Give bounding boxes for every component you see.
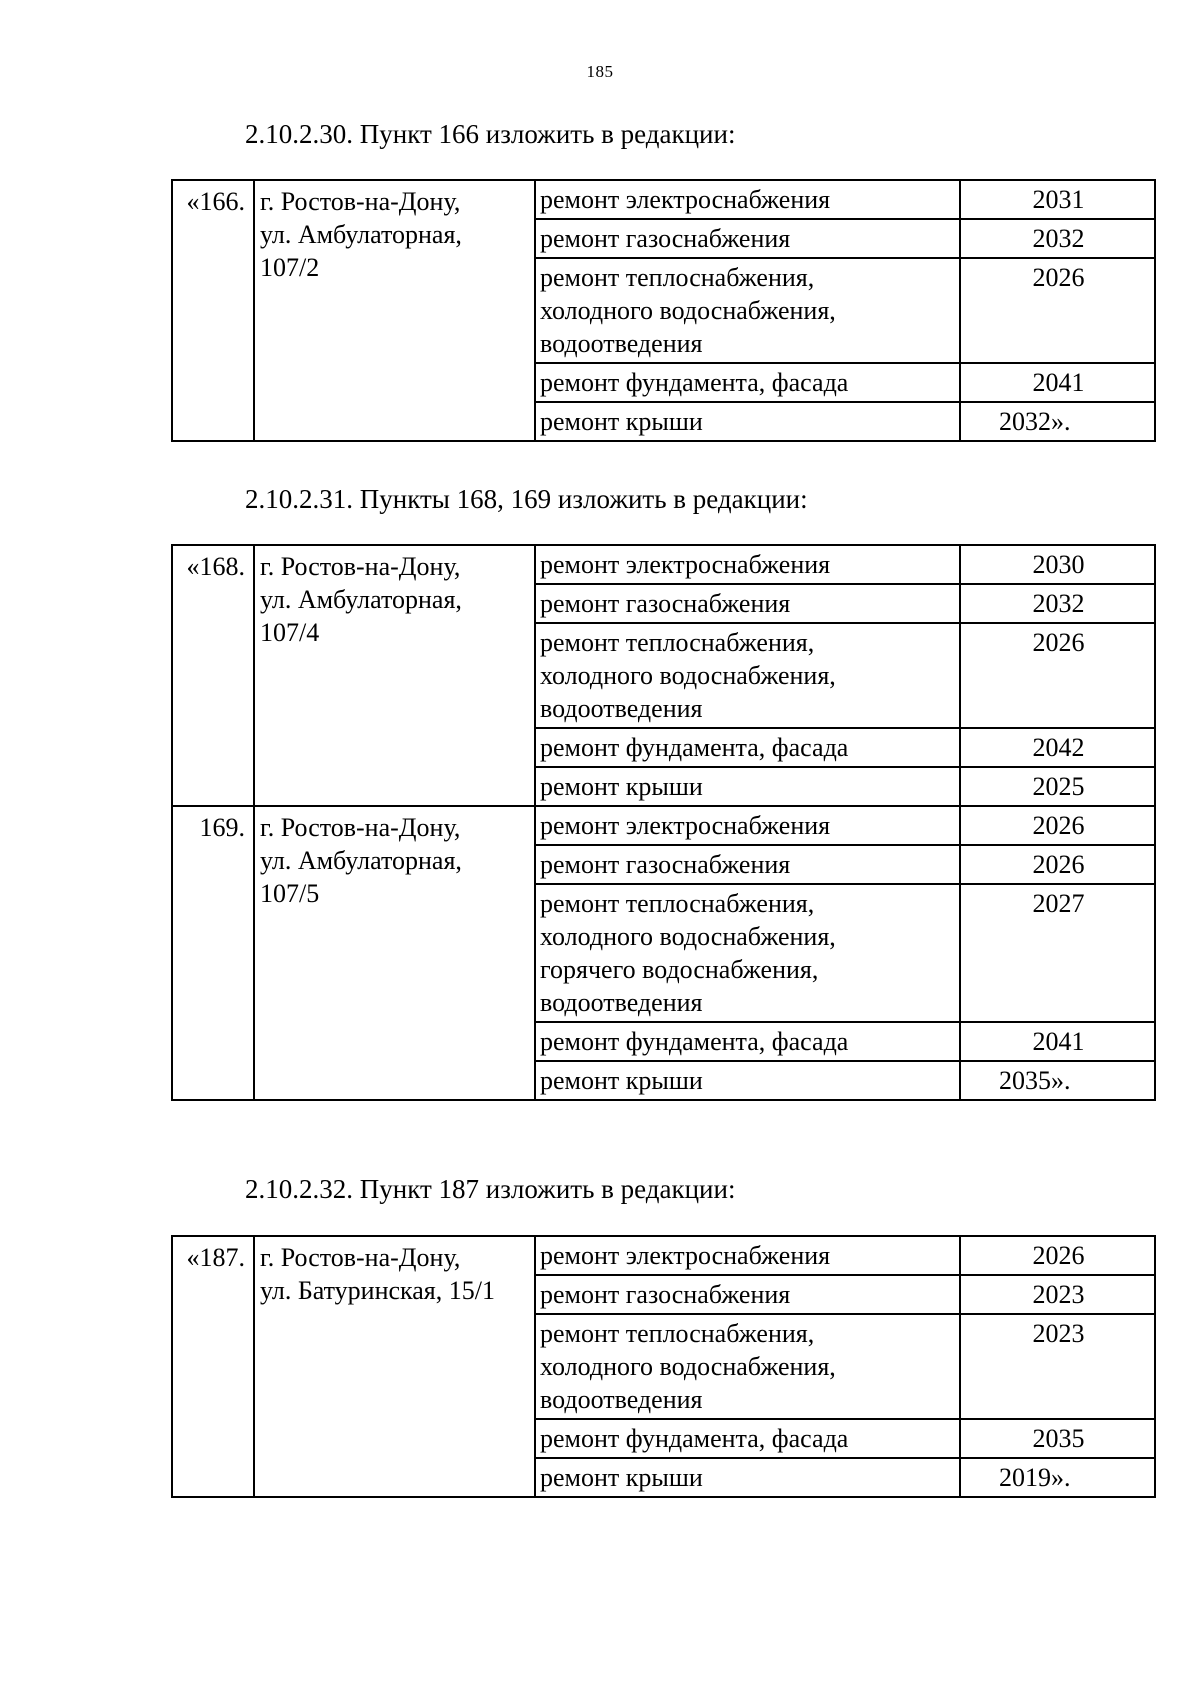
item-number: 169. (172, 806, 254, 1100)
work-type (535, 623, 960, 728)
work-type-line: ремонт электроснабжения (540, 185, 831, 214)
section-heading-2-10-2-32: 2.10.2.32. Пункт 187 изложить в редакции: (245, 1174, 736, 1204)
work-type-line: ремонт фундамента, фасада (540, 1424, 849, 1453)
work-type-line: холодного водоснабжения, (540, 661, 836, 690)
table-row (172, 1236, 1155, 1275)
address-line: ул. Батуринская, 15/1 (260, 1276, 495, 1305)
work-type-line: водоотведения (540, 694, 703, 723)
work-type-line: ремонт фундамента, фасада (540, 733, 849, 762)
planned-year: 2023 (960, 1314, 1155, 1419)
work-type (535, 219, 960, 258)
address-line: 107/5 (260, 879, 320, 908)
planned-year: 2042 (960, 728, 1155, 767)
planned-year: 2041 (960, 1022, 1155, 1061)
work-type-line: ремонт теплоснабжения, (540, 628, 815, 657)
planned-year: 2027 (960, 884, 1155, 1022)
work-type-line: водоотведения (540, 988, 703, 1017)
planned-year: 2032 (960, 584, 1155, 623)
page-number: 185 (586, 62, 614, 81)
amendment-table-item-187 (171, 1235, 1156, 1498)
work-type-line: ремонт газоснабжения (540, 850, 791, 879)
address-line: ул. Амбулаторная, (260, 220, 462, 249)
work-type-line: ремонт газоснабжения (540, 224, 791, 253)
address-line: ул. Амбулаторная, (260, 846, 462, 875)
section-heading-2-10-2-31: 2.10.2.31. Пункты 168, 169 изложить в редакции: (245, 484, 808, 514)
planned-year: 2026 (960, 845, 1155, 884)
work-type (535, 845, 960, 884)
work-type (535, 767, 960, 806)
work-type (535, 884, 960, 1022)
planned-year: 2026 (960, 806, 1155, 845)
planned-year: 2026 (960, 1236, 1155, 1275)
work-type-line: ремонт фундамента, фасада (540, 368, 849, 397)
item-number: «187. (172, 1236, 254, 1497)
item-address (254, 806, 535, 1100)
address-line: 107/4 (260, 618, 320, 647)
work-type-line: холодного водоснабжения, (540, 1352, 836, 1381)
item-address (254, 1236, 535, 1497)
table-row (172, 806, 1155, 845)
work-type (535, 806, 960, 845)
work-type-line: водоотведения (540, 1385, 703, 1414)
work-type-line: ремонт крыши (540, 1066, 703, 1095)
section-heading-2-10-2-30: 2.10.2.30. Пункт 166 изложить в редакции: (245, 119, 736, 149)
work-type-line: ремонт газоснабжения (540, 589, 791, 618)
work-type-line: ремонт крыши (540, 1463, 703, 1492)
planned-year: 2041 (960, 363, 1155, 402)
planned-year: 2023 (960, 1275, 1155, 1314)
planned-year: 2019». (960, 1458, 1155, 1497)
address-line: г. Ростов-на-Дону, (260, 552, 461, 581)
work-type-line: ремонт теплоснабжения, (540, 1319, 815, 1348)
work-type (535, 545, 960, 584)
work-type (535, 258, 960, 363)
planned-year: 2035 (960, 1419, 1155, 1458)
planned-year: 2030 (960, 545, 1155, 584)
planned-year: 2031 (960, 180, 1155, 219)
work-type (535, 1061, 960, 1100)
item-number: «168. (172, 545, 254, 806)
address-line: ул. Амбулаторная, (260, 585, 462, 614)
item-number: «166. (172, 180, 254, 441)
work-type (535, 1236, 960, 1275)
planned-year: 2032». (960, 402, 1155, 441)
planned-year: 2026 (960, 623, 1155, 728)
work-type-line: ремонт фундамента, фасада (540, 1027, 849, 1056)
work-type-line: ремонт электроснабжения (540, 1241, 831, 1270)
amendment-table-item-166 (171, 179, 1156, 442)
work-type-line: ремонт теплоснабжения, (540, 889, 815, 918)
work-type-line: ремонт электроснабжения (540, 811, 831, 840)
work-type (535, 180, 960, 219)
work-type (535, 728, 960, 767)
work-type-line: водоотведения (540, 329, 703, 358)
planned-year: 2025 (960, 767, 1155, 806)
address-line: 107/2 (260, 253, 320, 282)
item-address (254, 545, 535, 806)
address-line: г. Ростов-на-Дону, (260, 1243, 461, 1272)
work-type (535, 584, 960, 623)
table-row (172, 545, 1155, 584)
work-type (535, 1022, 960, 1061)
work-type (535, 1275, 960, 1314)
work-type-line: ремонт теплоснабжения, (540, 263, 815, 292)
work-type-line: ремонт крыши (540, 407, 703, 436)
work-type-line: ремонт газоснабжения (540, 1280, 791, 1309)
item-address (254, 180, 535, 441)
work-type (535, 1314, 960, 1419)
work-type (535, 363, 960, 402)
planned-year: 2032 (960, 219, 1155, 258)
work-type (535, 1458, 960, 1497)
work-type-line: ремонт крыши (540, 772, 703, 801)
planned-year: 2026 (960, 258, 1155, 363)
amendment-table-items-168-169 (171, 544, 1156, 1101)
work-type-line: холодного водоснабжения, (540, 296, 836, 325)
address-line: г. Ростов-на-Дону, (260, 813, 461, 842)
work-type-line: холодного водоснабжения, (540, 922, 836, 951)
address-line: г. Ростов-на-Дону, (260, 187, 461, 216)
work-type (535, 402, 960, 441)
work-type-line: ремонт электроснабжения (540, 550, 831, 579)
work-type-line: горячего водоснабжения, (540, 955, 819, 984)
work-type (535, 1419, 960, 1458)
table-row (172, 180, 1155, 219)
planned-year: 2035». (960, 1061, 1155, 1100)
